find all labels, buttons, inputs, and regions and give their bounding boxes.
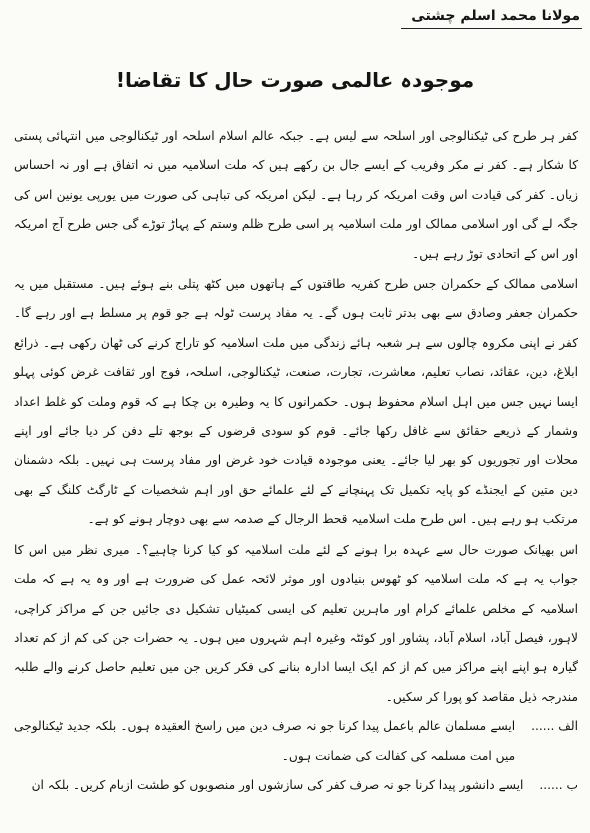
article-title: موجودہ عالمی صورت حال کا تقاضا! [115, 68, 475, 92]
list-item [14, 771, 578, 800]
paragraph-1: کفر ہر طرح کی ٹیکنالوجی اور اسلحہ سے لیس ہے۔ جبکہ عالم اسلام اسلحہ اور ٹیکنالوجی میں انتہائی پستی کا شکار ہے۔ کفر نے مکر وفریب کے ایسے جال بن رکھے ہیں کہ ملت اسلامیہ میں نہ اتفاق ہے اور نہ احساس زیاں۔ کفر کی قیادت اس وقت امریکہ کر رہا ہے۔ لیکن امریکہ کی تباہی کی صورت میں یورپی یونین اس کی جگہ لے گی اور اسلامی ممالک اور ملت اسلامیہ پر اسی طرح ظلم وستم کے پہاڑ توڑے گی جس طرح آج امریکہ اور اس کے اتحادی توڑ رہے ہیں۔ [14, 129, 578, 261]
list-item [14, 712, 578, 771]
article-body [14, 122, 578, 800]
list-item-marker: ب ...... [539, 777, 578, 792]
list-item-marker: الف ...... [531, 719, 578, 734]
paragraph-3: اس بھیانک صورت حال سے عہدہ برا ہونے کے لئے ملت اسلامیہ کو کیا کرنا چاہیے؟۔ میری نظر میں اس کا جواب یہ ہے کہ ملت اسلامیہ کو ٹھوس بنیادوں اور موثر لائحہ عمل کی ضرورت ہے اور وہ یہ ہے کہ ملت اسلامیہ کے مخلص علمائے کرام اور ماہرین تعلیم کی ایسی کمیٹیاں تشکیل دی جائیں جن کے مراکز کراچی، لاہور، فیصل آباد، اسلام آباد، پشاور اور کوئٹہ وغیرہ اہم شہروں میں ہوں۔ یہ حضرات جن کی کم از کم تعداد گیارہ ہو اپنے اپنے مراکز میں کم از کم ایک ایسا ادارہ بنانے کی فکر کریں جن میں تعلیم حاصل کرنے والے طلبہ مندرجہ ذیل مقاصد کو پورا کر سکیں۔ [14, 542, 578, 704]
paragraph-2: اسلامی ممالک کے حکمران جس طرح کفریہ طاقتوں کے ہاتھوں میں کٹھ پتلی بنے ہوئے ہیں۔ مستقبل میں یہ حکمران جعفر وصادق سے بھی بدتر ثابت ہوں گے۔ یہ مفاد پرست ٹولہ ہے جو قوم پر مسلط ہے اور رہے گا۔ کفر نے اپنی مکروہ چالوں سے ہر شعبہ ہائے زندگی میں ملت اسلامیہ کو تاراج کرنے کی ٹھان رکھی ہے۔ ذرائع ابلاغ، دین، عقائد، نصاب تعلیم، معاشرت، تجارت، صنعت، ٹیکنالوجی، اسلحہ، فوج اور ثقافت غرض کوئی پہلو ایسا نہیں جس میں اہل اسلام محفوظ ہوں۔ حکمرانوں کا یہ وطیرہ بن چکا ہے کہ قوم وملت کو غلط اعداد وشمار کے ذریعے حقائق سے غافل رکھا جائے۔ قوم کو سودی قرضوں کے بوجھ تلے دفن کر دیا جائے اور اپنے محلات اور تجوریوں کو بھر لیا جائے۔ یعنی موجودہ قیادت خود غرض اور مفاد پرست ہی نہیں۔ بلکہ دشمنان دین متین کے ایجنڈے کو پایہ تکمیل تک پہنچانے کے لئے علمائے حق اور اہم شخصیات کے ٹارگٹ کلنگ کے بھی مرتکب ہو رہے ہیں۔ اس طرح ملت اسلامیہ قحط الرجال کے صدمہ سے بھی دوچار ہونے کو ہے۔ [14, 277, 578, 527]
list-item-text: ایسے دانشور پیدا کرنا جو نہ صرف کفر کی سازشوں اور منصوبوں کو طشت ازبام کریں۔ بلکہ ان [31, 777, 524, 792]
author-name: مولانا محمد اسلم چشتی [401, 8, 582, 29]
list-item-text: ایسے مسلمان عالم باعمل پیدا کرنا جو نہ صرف دین میں راسخ العقیدہ ہوں۔ بلکہ جدید ٹیکنالوجی میں امت مسلمہ کی کفالت کی ضمانت ہوں۔ [14, 719, 516, 763]
